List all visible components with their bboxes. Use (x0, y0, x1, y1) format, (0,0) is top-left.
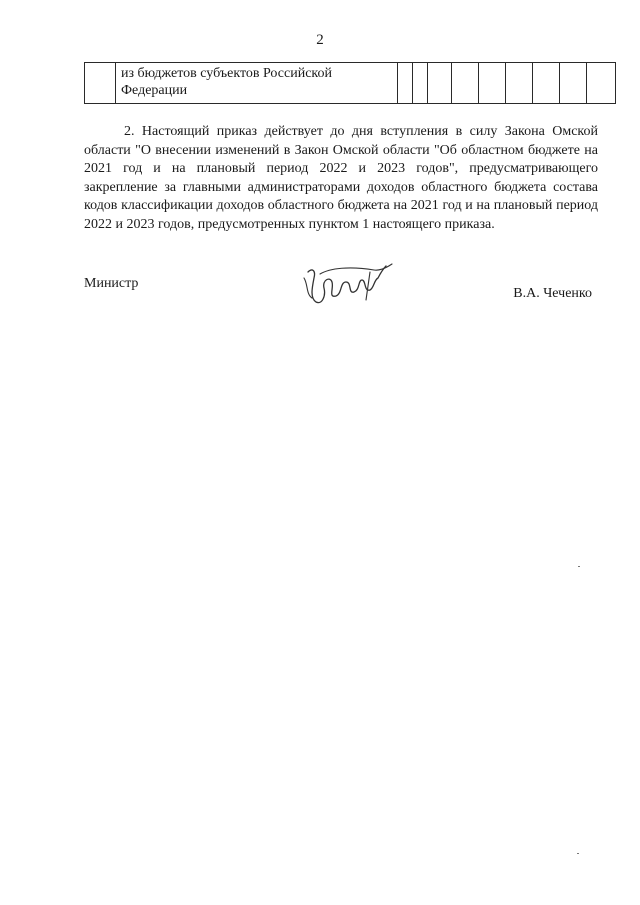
signer-name: В.А. Чеченко (513, 286, 592, 301)
table-cell (428, 63, 452, 104)
table-cell (479, 63, 506, 104)
table-cell-description (116, 63, 398, 104)
budget-table (84, 62, 616, 104)
handwritten-signature (300, 258, 396, 308)
page-number: 2 (316, 32, 324, 48)
table-cell (413, 63, 428, 104)
table-cell (398, 63, 413, 104)
position-title: Министр (84, 276, 139, 291)
scan-speck (577, 853, 579, 854)
table-cell-line: из бюджетов субъектов Российской (121, 66, 332, 81)
table-cell-line: Федерации (121, 83, 188, 98)
table-cell (452, 63, 479, 104)
table-cell (85, 63, 116, 104)
table-cell (533, 63, 560, 104)
table-row (85, 63, 616, 104)
order-paragraph: 2. Настоящий приказ действует до дня вступления в силу Закона Омской области "О внесении изменений в Закон Омской области "Об областном бюджете на 2021 год и на плановый период 2022 и 2023 годов", предусматривающего закрепление за главными администраторами доходов областного бюджета состава кодов классификации доходов областного бюджета на 2021 год и на плановый период 2022 и 2023 годов, предусмотренных пунктом 1 настоящего приказа. (84, 124, 598, 232)
table-cell (587, 63, 616, 104)
scan-speck (578, 566, 580, 567)
table-cell (506, 63, 533, 104)
table-cell (560, 63, 587, 104)
